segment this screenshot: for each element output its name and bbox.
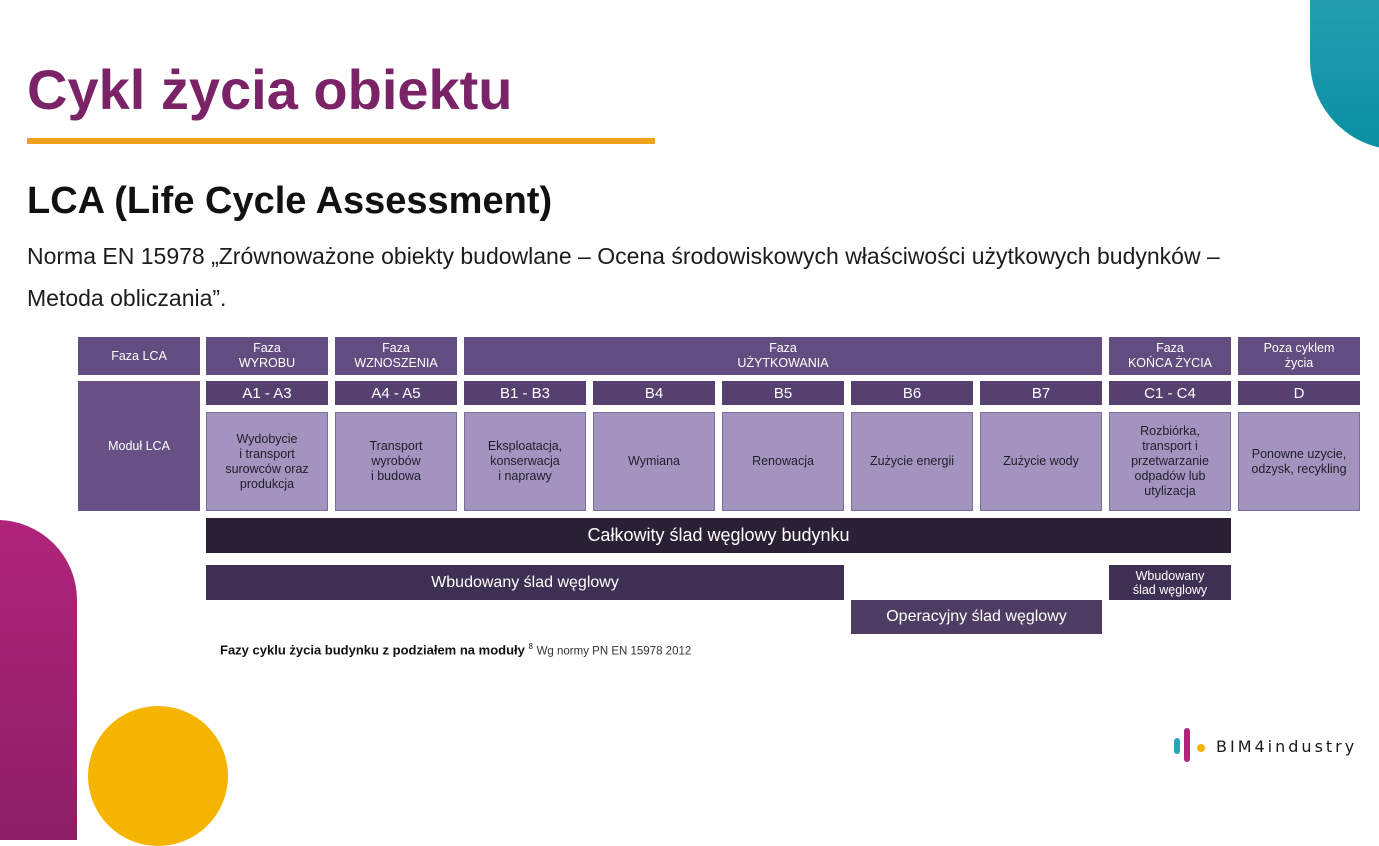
phase-header-use [464,337,1102,375]
side-decoration-magenta [0,520,77,840]
phase-header-beyond [1238,337,1360,375]
title-underline [27,138,655,144]
brand-logo [1172,726,1357,766]
embodied-carbon-bar: Wbudowany ślad węglowy [206,565,844,600]
operational-carbon-bar: Operacyjny ślad węglowy [851,600,1102,634]
phase-header-line: UŻYTKOWANIA [737,356,829,370]
phase-header-construction [335,337,457,375]
module-code: B6 [851,381,973,405]
embodied-carbon-end-bar [1109,565,1231,600]
module-code: C1 - C4 [1109,381,1231,405]
phase-header-line: Faza [769,341,797,355]
module-description: Rozbiórka, transport i przetwarzanie odpadów lub utylizacja [1109,412,1231,511]
caption-title: Fazy cyklu życia budynku z podziałem na moduły [220,642,525,658]
module-code: B7 [980,381,1102,405]
phase-header-line: Faza [1156,341,1184,355]
row-label-module: Moduł LCA [78,381,200,511]
total-carbon-bar: Całkowity ślad węglowy budynku [206,518,1231,553]
row-label-phase: Faza LCA [78,337,200,375]
module-code: D [1238,381,1360,405]
module-code: B4 [593,381,715,405]
module-code: A1 - A3 [206,381,328,405]
caption-source: Wg normy PN EN 15978 2012 [536,645,692,658]
module-code: A4 - A5 [335,381,457,405]
logo-text: BIM4industry [1216,736,1358,756]
diagram-caption [220,642,691,657]
phase-header-production [206,337,328,375]
phase-header-line: KOŃCA ŻYCIA [1127,356,1213,370]
phase-header-line: życia [1284,356,1314,370]
caption-reference: 8 [528,642,533,651]
module-code: B5 [722,381,844,405]
phase-header-line: Faza [253,341,281,355]
phase-header-line: WYROBU [238,356,296,370]
module-description: Ponowne uzycie, odzysk, recykling [1238,412,1360,511]
phase-header-end-of-life [1109,337,1231,375]
module-description: Wydobycie i transport surowców oraz produkcja [206,412,328,511]
module-description: Transport wyrobów i budowa [335,412,457,511]
circle-decoration-yellow [88,706,228,846]
bar-line: Wbudowany [1135,568,1205,583]
module-description: Eksploatacja, konserwacja i naprawy [464,412,586,511]
bar-line: ślad węglowy [1132,582,1208,597]
phase-header-line: Poza cyklem [1263,341,1335,355]
module-description: Zużycie wody [980,412,1102,511]
slide-title: Cykl życia obiektu [27,58,513,121]
phase-header-line: Faza [382,341,410,355]
module-description: Wymiana [593,412,715,511]
module-description: Zużycie energii [851,412,973,511]
phase-header-line: WZNOSZENIA [354,356,438,370]
slide-subtitle: LCA (Life Cycle Assessment) [27,180,553,222]
norm-description: Norma EN 15978 „Zrównoważone obiekty budowlane – Ocena środowiskowych właściwości użytkowych budynków – Metoda obliczania”. [27,243,1220,311]
module-code: B1 - B3 [464,381,586,405]
logo-mark-icon [1172,726,1208,766]
corner-decoration-teal [1310,0,1379,150]
module-description: Renowacja [722,412,844,511]
